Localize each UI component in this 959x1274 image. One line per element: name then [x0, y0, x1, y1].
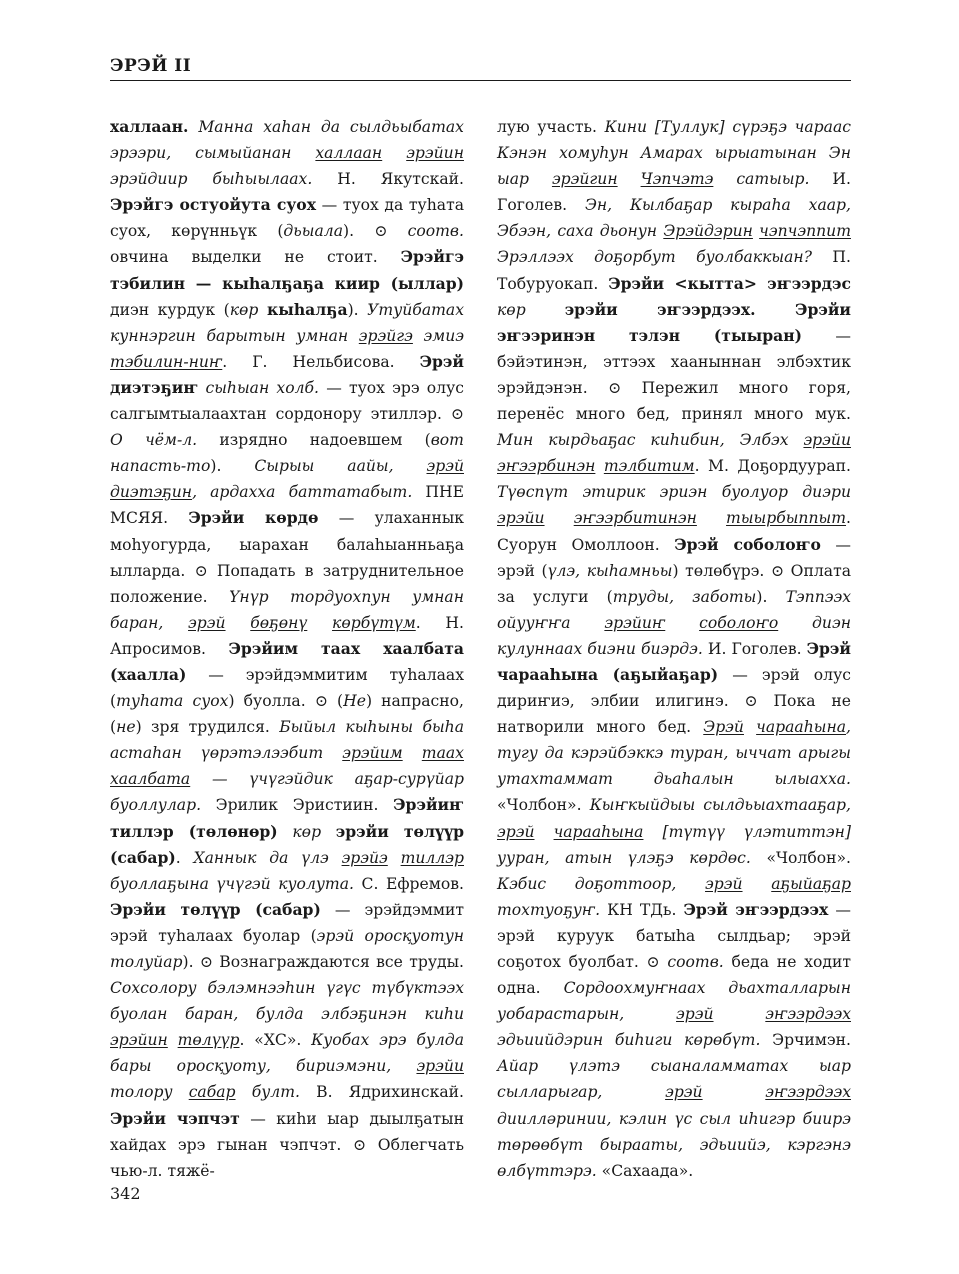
example-key-phrase: тиллэр — [400, 848, 464, 867]
headword: Эрэй диэтэҕиҥ — [110, 351, 464, 397]
italic-text: Манна хаһан да сылдьыбатах эрээри, сымыйанан — [110, 118, 464, 163]
example-key-phrase: таах — [421, 744, 464, 763]
example-key-phrase: соболоҥо — [699, 613, 779, 632]
italic-text: диэн кулуннаах биэни биэрдэ. — [497, 613, 851, 658]
italic-text — [744, 718, 756, 736]
italic-text: туһата суох — [116, 692, 229, 711]
example-key-phrase: эрэй — [188, 613, 226, 632]
italic-text: Кини [Туллук] сүрэҕэ чараас Кэнэн хомуһун Амарах ырыатынан Эн ыар — [497, 118, 851, 189]
plain-text: ). ⊙ — [343, 222, 408, 241]
italic-text: көр — [497, 300, 526, 319]
example-key-phrase: эрэй — [676, 1005, 714, 1024]
headword: Эрэйим таах хаалбата (хаалла) — [110, 638, 464, 684]
example-key-phrase: эрэйи — [497, 509, 545, 528]
italic-text: Эн, Кылбаҕар кыраһа хаар, Эбээн, саха дьонун — [497, 196, 851, 241]
italic-text: Сохсолору бэлэмнээһин үгүс түбүктээх буолан баран, булда элбэҕинэн киһи — [110, 979, 464, 1024]
plain-text: — эрэйдэммитим туһалаах ( — [110, 665, 464, 711]
plain-text: — улаханнык моһуогурда, ыарахан балаһыанньаҕа ылларда. ⊙ Попадать в затруднительное положение. — [110, 509, 464, 606]
italic-text: булт. — [235, 1083, 300, 1102]
plain-text — [321, 823, 336, 841]
plain-text: С. Ефремов. — [353, 874, 465, 893]
plain-text: — эрэйдэммит эрэй туһалаах буолар ( — [110, 900, 465, 945]
italic-text: Утуйбатах куннэргин барытын умнан — [110, 300, 464, 345]
text-column-right — [497, 114, 851, 1184]
example-key-phrase: сабар — [188, 1083, 236, 1102]
example-key-phrase: эрэйгин — [551, 170, 618, 189]
headword: эрэйи эҥээрдээх. Эрэйи эҥээринэн тэлэн (тыыран) — [497, 299, 851, 345]
italic-text: Ханнык да үлэ — [193, 848, 342, 867]
italic-text: көр — [292, 822, 322, 841]
italic-text: , тугу да кэрэйбэккэ туран, ыччат арыгы утахтаммат дьаһалын ылыахха. — [497, 718, 851, 789]
italic-text — [714, 1005, 766, 1023]
plain-text: Н. Якутскай. — [312, 170, 464, 189]
italic-text: Куобах эрэ булда бары оросқуоту, бириэмэни, — [110, 1031, 464, 1076]
italic-text: Сордоохмуҥнаах дьахталларын уобарастарын, — [497, 979, 851, 1024]
italic-text — [382, 144, 406, 162]
example-key-phrase: эрэйин — [406, 144, 464, 163]
plain-text: И. Гоголев. — [702, 639, 807, 658]
plain-text: овчина выделки не стоит. — [110, 248, 401, 267]
italic-text: толору — [110, 1083, 189, 1102]
italic-text — [226, 614, 251, 632]
plain-text: ) буолла. ⊙ ( — [228, 692, 344, 711]
running-title: ЭРЭЙ II — [110, 56, 192, 76]
headword: Эрэй эҥээрдээх — [683, 899, 829, 919]
italic-text: көр — [229, 300, 259, 319]
italic-text: диилләринии, кэлин үс сыл иһигэр биирэ төрөөбүт бырааты, эдьиийэ, кэргэнэ өлбүттэрэ. — [497, 1109, 851, 1180]
example-key-phrase: тэбилин-ниҥ — [110, 352, 223, 371]
example-key-phrase: эҥээрбинэн — [497, 457, 596, 476]
plain-text: . Н. Апросимов. — [110, 613, 464, 658]
headword: кыһалҕа — [266, 299, 348, 319]
plain-text: . М. Доҕордуурап. — [694, 457, 851, 476]
example-key-phrase: эрэйи — [416, 1057, 464, 1076]
text-column-left — [110, 114, 464, 1184]
example-key-phrase: эрэйгэ — [358, 326, 413, 345]
headword: Эрэйи көрдө — [188, 508, 319, 528]
italic-text: Тэппээх ойууҥҥа — [497, 587, 852, 632]
example-key-phrase: эрэйин — [110, 1031, 168, 1050]
italic-text — [168, 1031, 178, 1049]
plain-text: ). — [756, 587, 786, 606]
example-key-phrase: Эрэйдэрин — [663, 222, 753, 241]
italic-text: не — [116, 718, 136, 737]
plain-text — [258, 301, 267, 319]
italic-text: [түтүү үлэтиттэн] ууран, атын үлэҕэ көрдөс. — [497, 822, 851, 867]
italic-text: соотв. — [407, 222, 464, 241]
italic-text: О чём-л. — [110, 431, 198, 450]
italic-text — [307, 614, 332, 632]
italic-text — [743, 875, 772, 893]
italic-text: Сырыы аайы, — [254, 457, 427, 476]
italic-text: сыһыан холб. — [205, 378, 319, 397]
italic-text — [545, 509, 574, 527]
example-key-phrase: аҕыйаҕар — [771, 874, 851, 893]
headword: Эрэй чарааһына (аҕыйаҕар) — [497, 638, 851, 684]
plain-text: «Чолбон». — [750, 848, 851, 867]
example-key-phrase: тыырбыппыт — [726, 509, 847, 528]
plain-text: — киһи ыар дыылҕатын хайдах эрэ гынан чэпчэт. ⊙ Облегчать чью-л. тяжё- — [110, 1109, 464, 1180]
italic-text: Эрэллээх доҕорбут буолбаккыан? — [497, 248, 813, 267]
dictionary-entries-right — [497, 114, 851, 1184]
italic-text: Түөспүт этирик эриэн буолуор диэри — [497, 483, 851, 502]
headword: Эрэйи <кытта> эҥээрдэс — [608, 273, 851, 293]
plain-text — [526, 301, 565, 319]
page-number: 342 — [110, 1184, 141, 1203]
headword: Эрэйгэ тэбилин — кыһалҕаҕа киир (ыллар) — [110, 247, 464, 293]
plain-text: — эрэй олус дириҥиэ, элбии илигинэ. ⊙ Пока не натворили много бед. — [497, 665, 851, 737]
plain-text: В. Ядрихинскай. — [299, 1083, 464, 1102]
italic-text: дьыала — [283, 222, 344, 241]
italic-text: сатыыр. — [713, 170, 810, 189]
italic-text: соотв. — [667, 953, 724, 971]
italic-text — [388, 849, 401, 867]
italic-text: эмиэ — [412, 326, 464, 345]
italic-text: эрэйдиир быһыылаах. — [110, 170, 313, 189]
plain-text: — туох эрэ олус салгымтыалаахтан сордонору этиллэр. ⊙ — [110, 378, 464, 424]
example-key-phrase: хаалбата — [110, 770, 191, 789]
example-key-phrase: эрэйим — [342, 744, 403, 763]
headword: Эрэйиҥ тиллэр (төлөнөр) — [110, 795, 464, 841]
headword: Эрэйи чэпчэт — [110, 1108, 240, 1128]
italic-text: Үнүр тордуохпун умнан баран, — [110, 587, 465, 632]
plain-text: ). — [210, 457, 255, 476]
plain-text: — туох да туһата суох, көрүнньүк ( — [110, 196, 464, 241]
plain-text: . «ХС». — [239, 1031, 312, 1050]
example-key-phrase: халлаан — [315, 144, 383, 163]
headword: Эрэйгэ остуойута суох — [110, 195, 317, 215]
italic-text: буоллаҕына үчүгэй куолута. — [110, 874, 354, 893]
italic-text: эрэй оросқуотун толуйар — [110, 926, 465, 971]
italic-text — [665, 614, 699, 632]
running-header — [110, 56, 851, 81]
plain-text: . Г. Нельбисова. — [222, 352, 420, 371]
plain-text: Эрчимэн. — [760, 1031, 851, 1050]
headword: эрэйи төлүүр (сабар) — [110, 821, 464, 867]
italic-text — [697, 509, 726, 527]
italic-text: эдьиийдэрин биһиги көрөбүт. — [497, 1031, 761, 1050]
italic-text: Кыҥкыйдыы сылдьыахтааҕар, — [589, 796, 851, 815]
example-key-phrase: тэлбитим — [603, 457, 695, 476]
plain-text — [188, 118, 198, 136]
italic-text: Кэбис доҕоттоор, — [497, 874, 706, 893]
plain-text: ПНЕ МСЯЯ. — [110, 483, 464, 528]
plain-text: Эрилик Эристиин. — [201, 796, 394, 815]
plain-text: — эрэй ( — [497, 535, 851, 580]
headword: Эрэйи төлүүр (сабар) — [110, 899, 321, 919]
plain-text: лую участь. — [497, 118, 605, 136]
example-key-phrase: төлүүр — [177, 1031, 240, 1050]
plain-text: . Суорун Омоллоон. — [497, 509, 851, 554]
plain-text: беда не ходит одна. — [497, 953, 852, 998]
example-key-phrase: чарааһына — [756, 718, 847, 737]
plain-text: ). ⊙ Вознаграждаются все труды. — [182, 953, 464, 971]
example-key-phrase: эрэй — [426, 457, 464, 476]
italic-text: Айар үлэтэ сыаналамматах ыар сылларыгар, — [497, 1057, 851, 1102]
italic-text: Быйыл кыһыны быһа астаһан үөрэтэлээбит — [110, 718, 464, 763]
plain-text — [278, 823, 293, 841]
italic-text: үлэ, кыһамньы — [547, 561, 673, 580]
example-key-phrase: эрэйи — [803, 431, 851, 450]
headword: Эрэй соболоҥо — [674, 534, 821, 554]
example-key-phrase: эрэйэ — [341, 848, 388, 867]
plain-text: ) напрасно, ( — [110, 692, 464, 737]
example-key-phrase: эрэй — [665, 1083, 703, 1102]
italic-text: — үчүгэйдик аҕар-сурүйар буоллулар. — [110, 770, 464, 815]
italic-text — [595, 457, 603, 475]
italic-text: Не — [343, 692, 366, 711]
example-key-phrase: көрбүтүм — [332, 613, 416, 632]
example-key-phrase: эҥээрдээх — [765, 1083, 851, 1102]
example-key-phrase: эҥээрдээх — [765, 1005, 851, 1024]
plain-text: — эрэй куруук батыһа сылдьар; эрэй соҕотох буолбат. ⊙ — [497, 900, 851, 971]
example-key-phrase: эрэй — [497, 822, 535, 841]
plain-text: изрядно надоевшем ( — [197, 431, 431, 450]
plain-text: ). — [347, 300, 368, 319]
example-key-phrase: бөҕөнү — [250, 613, 308, 632]
example-key-phrase: эрэй — [705, 874, 743, 893]
italic-text — [618, 170, 641, 188]
example-key-phrase: чэпчэппит — [759, 222, 851, 241]
italic-text: , ардахха баттатабыт. — [192, 483, 413, 502]
plain-text: — бэйэтинэн, эттээх хааныннан элбэхтик эрэйдэнэн. ⊙ Пережил много горя, перенёс много бед, принял много мук. — [497, 326, 851, 424]
italic-text: тохтуоҕуҥ. — [497, 900, 601, 919]
example-key-phrase: Чэпчэтэ — [640, 170, 714, 189]
italic-text — [703, 1083, 766, 1101]
plain-text: «Сахаада». — [596, 1161, 694, 1180]
plain-text: ) төлөбүрэ. ⊙ Оплата за услуги ( — [497, 561, 851, 606]
example-key-phrase: Эрэй — [703, 718, 744, 737]
headword: халлаан. — [110, 117, 189, 136]
plain-text: «Чолбон». — [497, 796, 590, 815]
italic-text: Мин кырдьаҕас киһибин, Элбэх — [497, 431, 804, 450]
italic-text — [403, 744, 422, 762]
italic-text: труды, заботы — [612, 587, 757, 606]
italic-text: вот напасть-то — [110, 431, 464, 476]
example-key-phrase: диэтэҕин — [110, 483, 193, 502]
plain-text: ) зря трудился. — [135, 718, 280, 737]
example-key-phrase: эҥээрбитинэн — [573, 509, 697, 528]
plain-text: И. Гоголев. — [497, 170, 851, 215]
plain-text: КН ТДь. — [600, 900, 684, 919]
plain-text: П. Тобуруокап. — [497, 248, 851, 293]
example-key-phrase: эрэйиҥ — [604, 613, 666, 632]
italic-text — [535, 823, 554, 841]
plain-text: диэн курдук ( — [110, 300, 230, 319]
dictionary-entries-left — [110, 114, 464, 1184]
example-key-phrase: чарааһына — [553, 822, 644, 841]
plain-text: . — [175, 848, 194, 867]
